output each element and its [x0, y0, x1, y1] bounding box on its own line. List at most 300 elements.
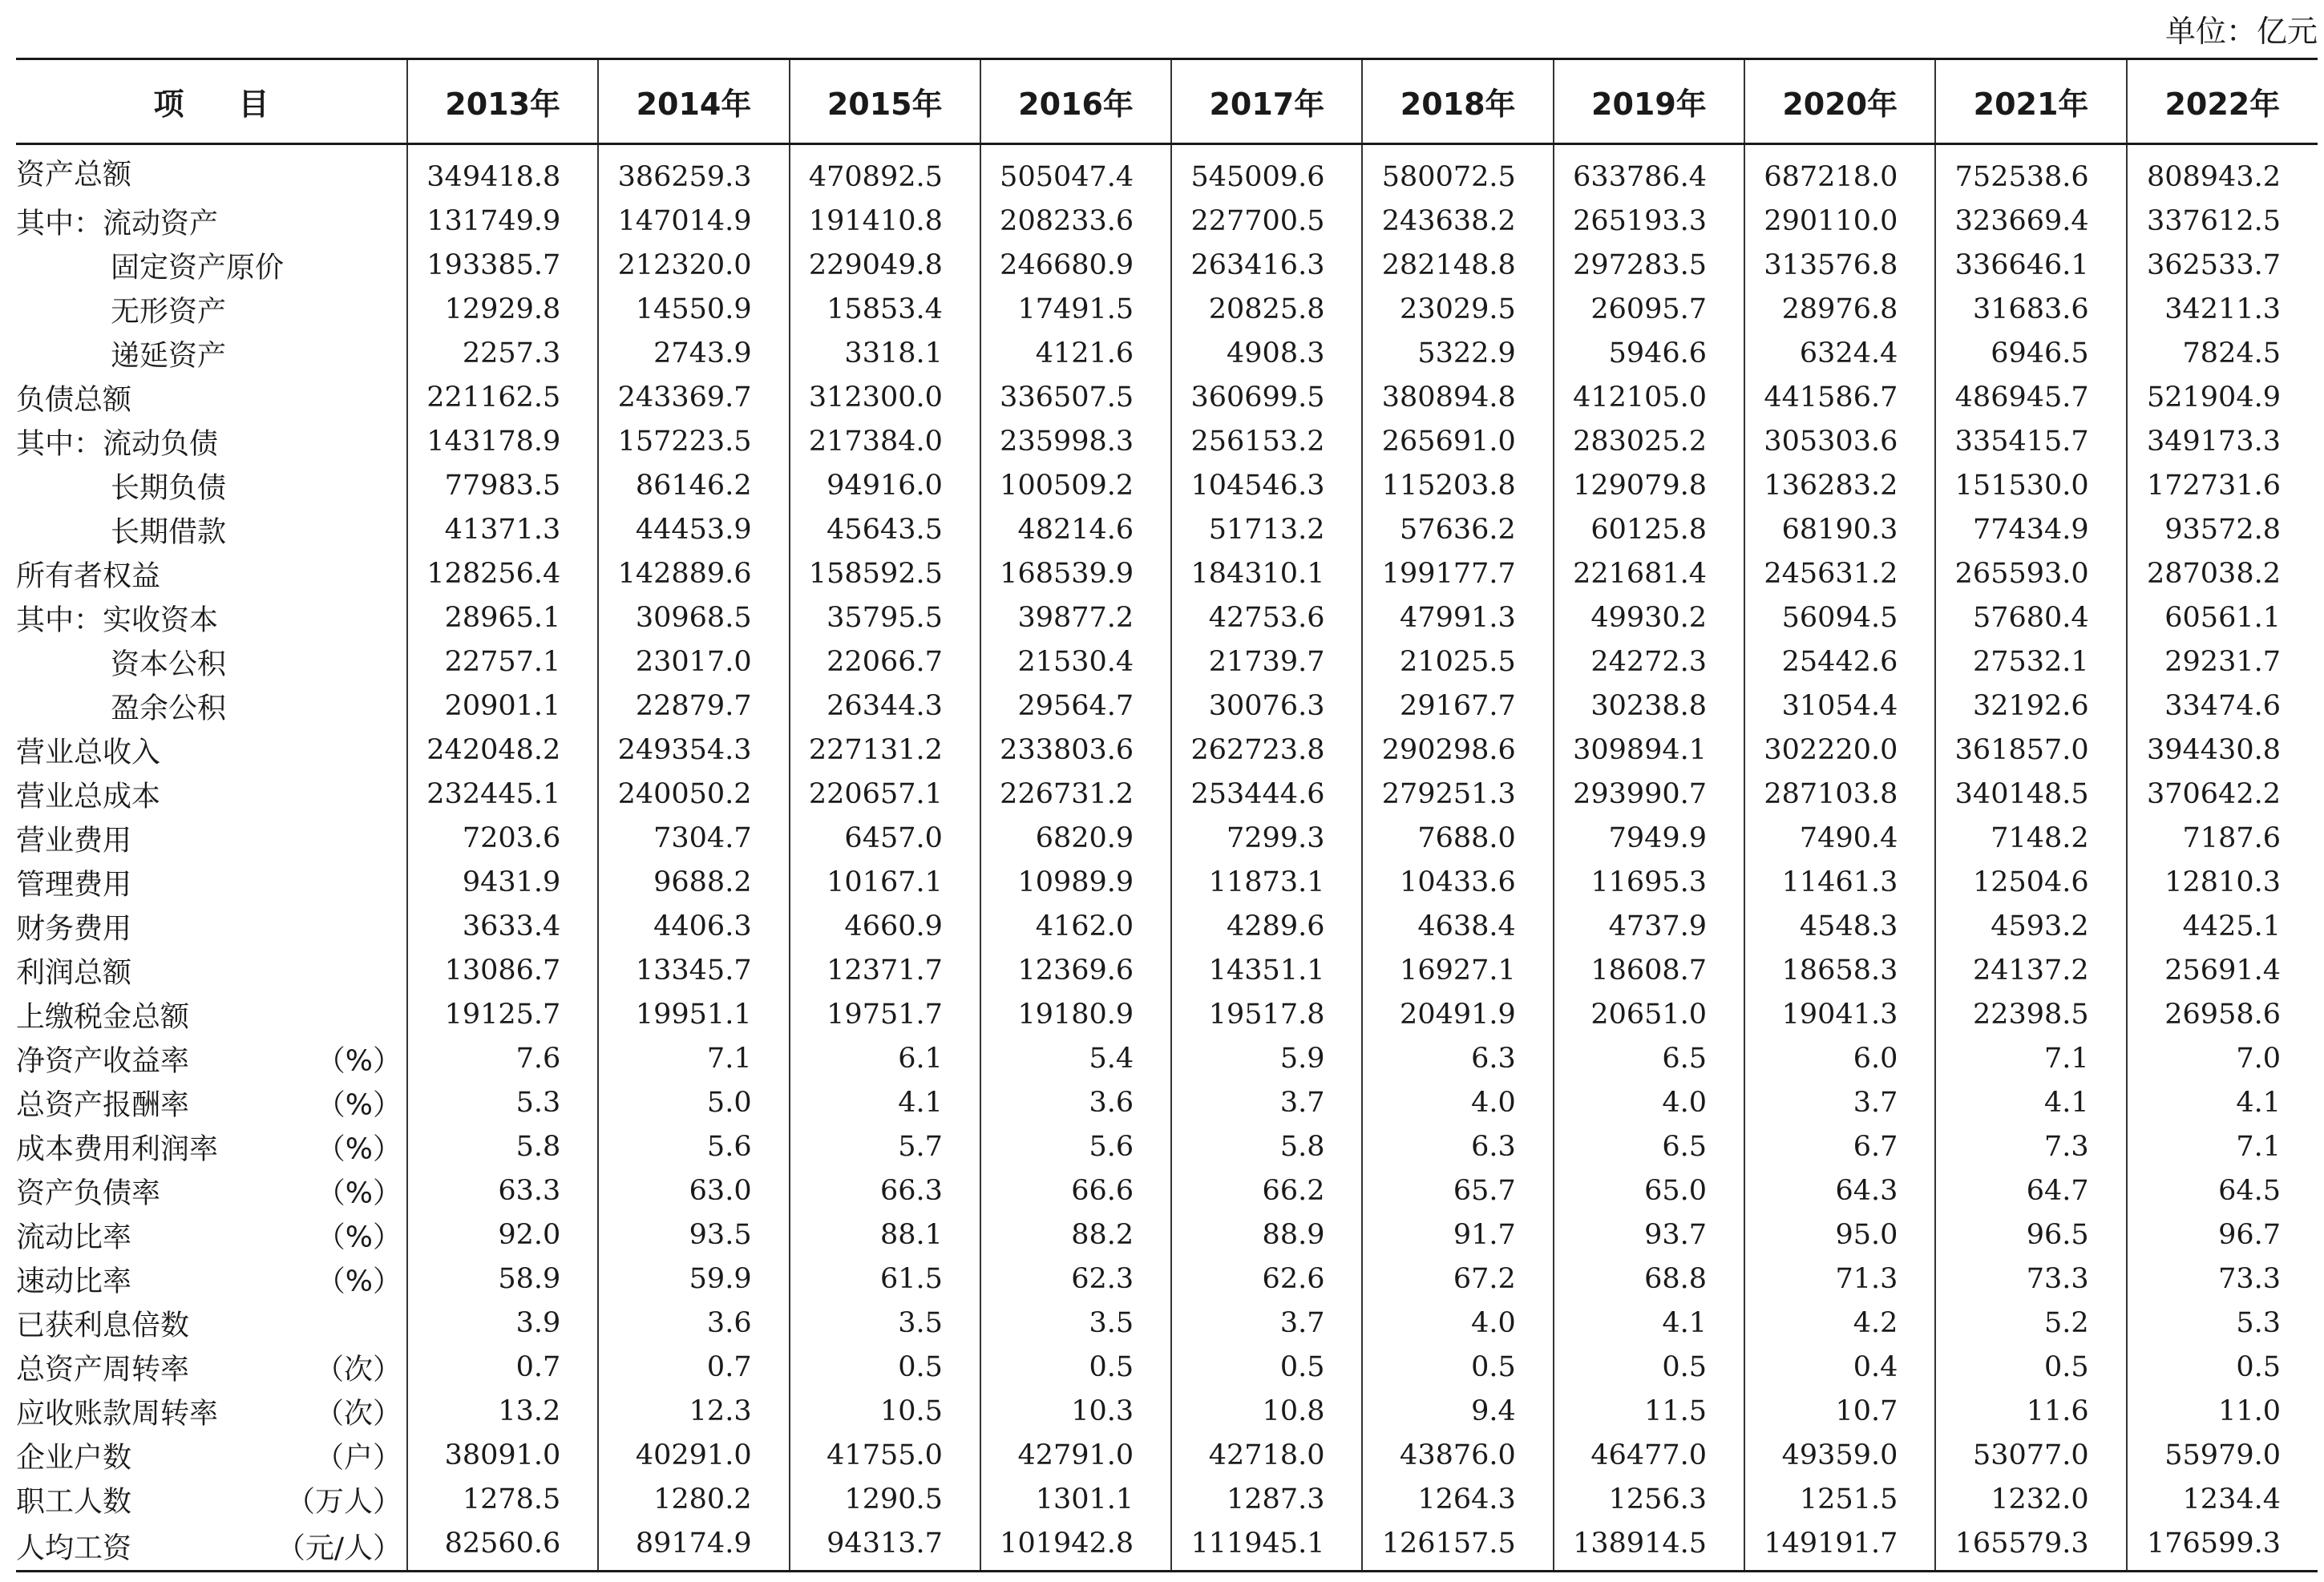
table-row	[16, 684, 2318, 728]
table-cell: 4.1	[1935, 1080, 2126, 1124]
table-cell: 10433.6	[1362, 860, 1553, 904]
table-cell: 227700.5	[1171, 199, 1362, 243]
row-label-cell	[16, 1345, 407, 1389]
table-cell: 18608.7	[1554, 948, 1744, 992]
row-unit: （%）	[316, 1176, 402, 1209]
table-cell: 5.9	[1171, 1036, 1362, 1080]
table-cell: 5.6	[980, 1124, 1171, 1168]
table-cell: 151530.0	[1935, 463, 2126, 507]
table-cell: 7.1	[2127, 1124, 2318, 1168]
row-unit: （%）	[316, 1265, 402, 1297]
row-label-cell	[16, 1433, 407, 1477]
row-unit: （次）	[314, 1397, 402, 1430]
table-cell: 20491.9	[1362, 992, 1553, 1036]
table-row	[16, 1301, 2318, 1345]
row-label: 应收账款周转率	[16, 1397, 219, 1430]
row-label-cell	[16, 1213, 407, 1257]
table-cell: 42791.0	[980, 1433, 1171, 1477]
table-cell: 101942.8	[980, 1521, 1171, 1572]
table-cell: 20651.0	[1554, 992, 1744, 1036]
table-row	[16, 1168, 2318, 1213]
table-cell: 88.2	[980, 1213, 1171, 1257]
row-label-cell	[16, 1301, 407, 1345]
unit-label: 单位：亿元	[2164, 14, 2318, 49]
table-cell: 12.3	[598, 1389, 789, 1433]
table-cell: 7688.0	[1362, 816, 1553, 860]
table-row	[16, 243, 2318, 287]
table-cell: 287103.8	[1744, 772, 1935, 816]
row-label: 企业户数	[16, 1441, 132, 1474]
table-cell: 0.5	[980, 1345, 1171, 1389]
table-cell: 191410.8	[790, 199, 980, 243]
table-cell: 142889.6	[598, 551, 789, 595]
table-cell: 48214.6	[980, 507, 1171, 551]
table-cell: 199177.7	[1362, 551, 1553, 595]
table-cell: 172731.6	[2127, 463, 2318, 507]
table-cell: 28965.1	[407, 595, 598, 640]
table-row	[16, 1433, 2318, 1477]
table-cell: 25691.4	[2127, 948, 2318, 992]
table-cell: 6.3	[1362, 1036, 1553, 1080]
table-cell: 96.5	[1935, 1213, 2126, 1257]
table-cell: 279251.3	[1362, 772, 1553, 816]
column-header-year: 2019年	[1554, 59, 1744, 144]
row-label: 资本公积	[111, 648, 227, 680]
table-cell: 10.3	[980, 1389, 1171, 1433]
table-cell: 6324.4	[1744, 331, 1935, 375]
table-cell: 412105.0	[1554, 375, 1744, 419]
table-row	[16, 551, 2318, 595]
row-label-cell	[16, 1124, 407, 1168]
table-cell: 6946.5	[1935, 331, 2126, 375]
table-cell: 40291.0	[598, 1433, 789, 1477]
table-row	[16, 1345, 2318, 1389]
table-cell: 217384.0	[790, 419, 980, 463]
table-cell: 4.0	[1362, 1301, 1553, 1345]
table-cell: 14550.9	[598, 287, 789, 331]
row-label: 其中：流动资产	[16, 207, 219, 240]
table-cell: 265691.0	[1362, 419, 1553, 463]
table-cell: 24137.2	[1935, 948, 2126, 992]
table-cell: 147014.9	[598, 199, 789, 243]
table-cell: 21025.5	[1362, 640, 1553, 684]
table-cell: 66.6	[980, 1168, 1171, 1213]
table-cell: 66.3	[790, 1168, 980, 1213]
table-cell: 505047.4	[980, 144, 1171, 200]
table-row	[16, 728, 2318, 772]
table-cell: 136283.2	[1744, 463, 1935, 507]
financial-table	[16, 58, 2318, 1572]
row-label-cell	[16, 375, 407, 419]
table-cell: 20901.1	[407, 684, 598, 728]
table-cell: 521904.9	[2127, 375, 2318, 419]
table-cell: 265193.3	[1554, 199, 1744, 243]
table-cell: 4425.1	[2127, 904, 2318, 948]
table-row	[16, 419, 2318, 463]
row-label: 利润总额	[16, 956, 132, 989]
table-cell: 1256.3	[1554, 1477, 1744, 1521]
table-cell: 5946.6	[1554, 331, 1744, 375]
table-cell: 46477.0	[1554, 1433, 1744, 1477]
row-label-cell	[16, 728, 407, 772]
row-label: 无形资产	[111, 295, 227, 328]
table-row	[16, 904, 2318, 948]
table-cell: 10.7	[1744, 1389, 1935, 1433]
row-unit: （%）	[316, 1132, 402, 1165]
table-cell: 12504.6	[1935, 860, 2126, 904]
table-cell: 221162.5	[407, 375, 598, 419]
table-cell: 62.6	[1171, 1257, 1362, 1301]
table-row	[16, 816, 2318, 860]
table-cell: 362533.7	[2127, 243, 2318, 287]
table-cell: 93572.8	[2127, 507, 2318, 551]
table-cell: 5.2	[1935, 1301, 2126, 1345]
table-cell: 41371.3	[407, 507, 598, 551]
table-cell: 4121.6	[980, 331, 1171, 375]
row-label-cell	[16, 551, 407, 595]
table-cell: 56094.5	[1744, 595, 1935, 640]
table-cell: 5.8	[1171, 1124, 1362, 1168]
table-cell: 14351.1	[1171, 948, 1362, 992]
row-unit: （%）	[316, 1221, 402, 1253]
table-cell: 7203.6	[407, 816, 598, 860]
row-label-cell	[16, 992, 407, 1036]
table-cell: 290110.0	[1744, 199, 1935, 243]
table-cell: 287038.2	[2127, 551, 2318, 595]
table-cell: 62.3	[980, 1257, 1171, 1301]
table-cell: 6.0	[1744, 1036, 1935, 1080]
table-cell: 349418.8	[407, 144, 598, 200]
table-cell: 11695.3	[1554, 860, 1744, 904]
table-cell: 5.3	[2127, 1301, 2318, 1345]
table-cell: 9431.9	[407, 860, 598, 904]
table-cell: 59.9	[598, 1257, 789, 1301]
table-cell: 340148.5	[1935, 772, 2126, 816]
column-header-year: 2014年	[598, 59, 789, 144]
row-label-cell	[16, 1477, 407, 1521]
table-cell: 16927.1	[1362, 948, 1553, 992]
row-unit: （万人）	[285, 1485, 402, 1518]
table-cell: 143178.9	[407, 419, 598, 463]
table-cell: 253444.6	[1171, 772, 1362, 816]
table-cell: 11.0	[2127, 1389, 2318, 1433]
column-header-year: 2021年	[1935, 59, 2126, 144]
table-cell: 61.5	[790, 1257, 980, 1301]
row-label-cell	[16, 144, 407, 200]
table-cell: 290298.6	[1362, 728, 1553, 772]
table-cell: 23017.0	[598, 640, 789, 684]
table-cell: 10167.1	[790, 860, 980, 904]
table-cell: 19041.3	[1744, 992, 1935, 1036]
table-cell: 19517.8	[1171, 992, 1362, 1036]
table-cell: 4593.2	[1935, 904, 2126, 948]
table-cell: 44453.9	[598, 507, 789, 551]
row-label-cell	[16, 1257, 407, 1301]
table-cell: 283025.2	[1554, 419, 1744, 463]
table-cell: 65.7	[1362, 1168, 1553, 1213]
table-cell: 7304.7	[598, 816, 789, 860]
table-cell: 1301.1	[980, 1477, 1171, 1521]
table-cell: 10.5	[790, 1389, 980, 1433]
table-cell: 31683.6	[1935, 287, 2126, 331]
table-cell: 22398.5	[1935, 992, 2126, 1036]
table-cell: 0.4	[1744, 1345, 1935, 1389]
table-cell: 229049.8	[790, 243, 980, 287]
table-cell: 73.3	[2127, 1257, 2318, 1301]
table-cell: 34211.3	[2127, 287, 2318, 331]
table-cell: 337612.5	[2127, 199, 2318, 243]
table-cell: 43876.0	[1362, 1433, 1553, 1477]
table-cell: 104546.3	[1171, 463, 1362, 507]
table-row	[16, 1257, 2318, 1301]
table-cell: 4638.4	[1362, 904, 1553, 948]
table-cell: 4737.9	[1554, 904, 1744, 948]
table-row	[16, 1213, 2318, 1257]
row-label: 固定资产原价	[111, 251, 285, 284]
table-cell: 256153.2	[1171, 419, 1362, 463]
table-cell: 96.7	[2127, 1213, 2318, 1257]
table-cell: 68190.3	[1744, 507, 1935, 551]
table-cell: 0.5	[2127, 1345, 2318, 1389]
table-cell: 68.8	[1554, 1257, 1744, 1301]
table-cell: 0.7	[598, 1345, 789, 1389]
table-cell: 6457.0	[790, 816, 980, 860]
table-cell: 86146.2	[598, 463, 789, 507]
row-unit: （元/人）	[276, 1532, 402, 1564]
table-cell: 361857.0	[1935, 728, 2126, 772]
table-cell: 94916.0	[790, 463, 980, 507]
table-cell: 3.7	[1171, 1301, 1362, 1345]
table-cell: 93.5	[598, 1213, 789, 1257]
table-cell: 1280.2	[598, 1477, 789, 1521]
table-cell: 94313.7	[790, 1521, 980, 1572]
table-cell: 4.1	[790, 1080, 980, 1124]
table-cell: 212320.0	[598, 243, 789, 287]
table-cell: 13.2	[407, 1389, 598, 1433]
table-cell: 220657.1	[790, 772, 980, 816]
table-cell: 7187.6	[2127, 816, 2318, 860]
table-cell: 26344.3	[790, 684, 980, 728]
table-cell: 24272.3	[1554, 640, 1744, 684]
table-cell: 3.6	[598, 1301, 789, 1345]
table-cell: 4.1	[1554, 1301, 1744, 1345]
table-cell: 15853.4	[790, 287, 980, 331]
row-label: 总资产报酬率	[16, 1088, 190, 1121]
table-cell: 77434.9	[1935, 507, 2126, 551]
table-cell: 29564.7	[980, 684, 1171, 728]
table-cell: 336507.5	[980, 375, 1171, 419]
table-cell: 11873.1	[1171, 860, 1362, 904]
row-label: 营业总收入	[16, 736, 161, 769]
row-label-cell	[16, 1389, 407, 1433]
table-cell: 232445.1	[407, 772, 598, 816]
table-row	[16, 1389, 2318, 1433]
row-label-cell	[16, 463, 407, 507]
table-cell: 21530.4	[980, 640, 1171, 684]
table-cell: 4.2	[1744, 1301, 1935, 1345]
table-cell: 3.5	[790, 1301, 980, 1345]
row-label: 职工人数	[16, 1485, 132, 1518]
table-cell: 18658.3	[1744, 948, 1935, 992]
row-unit: （%）	[316, 1088, 402, 1121]
table-cell: 242048.2	[407, 728, 598, 772]
table-cell: 82560.6	[407, 1521, 598, 1572]
table-cell: 111945.1	[1171, 1521, 1362, 1572]
table-cell: 4660.9	[790, 904, 980, 948]
table-cell: 3633.4	[407, 904, 598, 948]
table-cell: 3318.1	[790, 331, 980, 375]
table-cell: 25442.6	[1744, 640, 1935, 684]
table-cell: 349173.3	[2127, 419, 2318, 463]
table-cell: 55979.0	[2127, 1433, 2318, 1477]
table-cell: 5.7	[790, 1124, 980, 1168]
row-label-cell	[16, 816, 407, 860]
table-cell: 4.1	[2127, 1080, 2318, 1124]
table-cell: 4.0	[1554, 1080, 1744, 1124]
table-cell: 7.1	[1935, 1036, 2126, 1080]
row-label: 长期借款	[111, 515, 227, 548]
table-cell: 3.6	[980, 1080, 1171, 1124]
table-cell: 9688.2	[598, 860, 789, 904]
table-cell: 45643.5	[790, 507, 980, 551]
row-label: 净资产收益率	[16, 1044, 190, 1077]
row-label-cell	[16, 1036, 407, 1080]
table-cell: 100509.2	[980, 463, 1171, 507]
table-cell: 305303.6	[1744, 419, 1935, 463]
table-cell: 28976.8	[1744, 287, 1935, 331]
row-label-cell	[16, 199, 407, 243]
table-cell: 19180.9	[980, 992, 1171, 1036]
table-cell: 19751.7	[790, 992, 980, 1036]
table-row	[16, 1080, 2318, 1124]
row-label-cell	[16, 595, 407, 640]
table-cell: 11.5	[1554, 1389, 1744, 1433]
row-label: 已获利息倍数	[16, 1309, 190, 1342]
row-label: 营业总成本	[16, 780, 161, 813]
row-label: 成本费用利润率	[16, 1132, 219, 1165]
table-cell: 313576.8	[1744, 243, 1935, 287]
table-cell: 51713.2	[1171, 507, 1362, 551]
table-cell: 19951.1	[598, 992, 789, 1036]
table-cell: 470892.5	[790, 144, 980, 200]
table-cell: 486945.7	[1935, 375, 2126, 419]
table-cell: 1232.0	[1935, 1477, 2126, 1521]
table-cell: 243638.2	[1362, 199, 1553, 243]
table-cell: 49930.2	[1554, 595, 1744, 640]
table-cell: 370642.2	[2127, 772, 2318, 816]
table-cell: 227131.2	[790, 728, 980, 772]
table-cell: 64.3	[1744, 1168, 1935, 1213]
table-cell: 309894.1	[1554, 728, 1744, 772]
table-cell: 6.7	[1744, 1124, 1935, 1168]
table-cell: 0.7	[407, 1345, 598, 1389]
table-cell: 336646.1	[1935, 243, 2126, 287]
table-cell: 22757.1	[407, 640, 598, 684]
table-cell: 64.7	[1935, 1168, 2126, 1213]
column-header-year: 2015年	[790, 59, 980, 144]
table-row	[16, 1477, 2318, 1521]
table-cell: 323669.4	[1935, 199, 2126, 243]
table-cell: 687218.0	[1744, 144, 1935, 200]
table-cell: 9.4	[1362, 1389, 1553, 1433]
table-cell: 7.0	[2127, 1036, 2318, 1080]
table-cell: 7299.3	[1171, 816, 1362, 860]
row-label: 流动比率	[16, 1221, 132, 1253]
row-label-cell	[16, 684, 407, 728]
table-cell: 5.0	[598, 1080, 789, 1124]
table-cell: 22879.7	[598, 684, 789, 728]
table-cell: 39877.2	[980, 595, 1171, 640]
table-cell: 246680.9	[980, 243, 1171, 287]
row-label: 营业费用	[16, 824, 132, 857]
table-body	[16, 144, 2318, 1572]
table-cell: 13345.7	[598, 948, 789, 992]
table-cell: 240050.2	[598, 772, 789, 816]
table-cell: 3.7	[1744, 1080, 1935, 1124]
table-row	[16, 1036, 2318, 1080]
row-label: 管理费用	[16, 868, 132, 901]
column-header-year: 2018年	[1362, 59, 1553, 144]
row-label-cell	[16, 287, 407, 331]
table-cell: 7824.5	[2127, 331, 2318, 375]
row-label: 所有者权益	[16, 559, 161, 592]
table-cell: 63.3	[407, 1168, 598, 1213]
row-label: 上缴税金总额	[16, 1000, 190, 1033]
table-cell: 165579.3	[1935, 1521, 2126, 1572]
column-header-item-text: 项目	[153, 87, 324, 122]
table-cell: 33474.6	[2127, 684, 2318, 728]
table-cell: 41755.0	[790, 1433, 980, 1477]
table-cell: 6.5	[1554, 1124, 1744, 1168]
table-row	[16, 1124, 2318, 1168]
table-cell: 60125.8	[1554, 507, 1744, 551]
table-cell: 208233.6	[980, 199, 1171, 243]
table-cell: 4.0	[1362, 1080, 1553, 1124]
table-cell: 30076.3	[1171, 684, 1362, 728]
row-label: 其中：实收资本	[16, 603, 219, 636]
table-cell: 282148.8	[1362, 243, 1553, 287]
row-label-cell	[16, 1168, 407, 1213]
table-cell: 263416.3	[1171, 243, 1362, 287]
row-label: 递延资产	[111, 339, 227, 372]
row-label-cell	[16, 772, 407, 816]
table-header-row	[16, 59, 2318, 144]
table-cell: 30968.5	[598, 595, 789, 640]
table-row	[16, 640, 2318, 684]
table-cell: 380894.8	[1362, 375, 1553, 419]
table-cell: 89174.9	[598, 1521, 789, 1572]
table-cell: 60561.1	[2127, 595, 2318, 640]
table-cell: 1264.3	[1362, 1477, 1553, 1521]
table-row	[16, 948, 2318, 992]
row-label-cell	[16, 419, 407, 463]
column-header-year: 2016年	[980, 59, 1171, 144]
table-cell: 7.1	[598, 1036, 789, 1080]
table-cell: 245631.2	[1744, 551, 1935, 595]
table-cell: 19125.7	[407, 992, 598, 1036]
table-cell: 12371.7	[790, 948, 980, 992]
table-cell: 176599.3	[2127, 1521, 2318, 1572]
table-cell: 11.6	[1935, 1389, 2126, 1433]
table-cell: 26958.6	[2127, 992, 2318, 1036]
table-cell: 23029.5	[1362, 287, 1553, 331]
table-cell: 131749.9	[407, 199, 598, 243]
row-label-cell	[16, 507, 407, 551]
table-row	[16, 199, 2318, 243]
table-cell: 10989.9	[980, 860, 1171, 904]
table-cell: 6.1	[790, 1036, 980, 1080]
table-cell: 71.3	[1744, 1257, 1935, 1301]
